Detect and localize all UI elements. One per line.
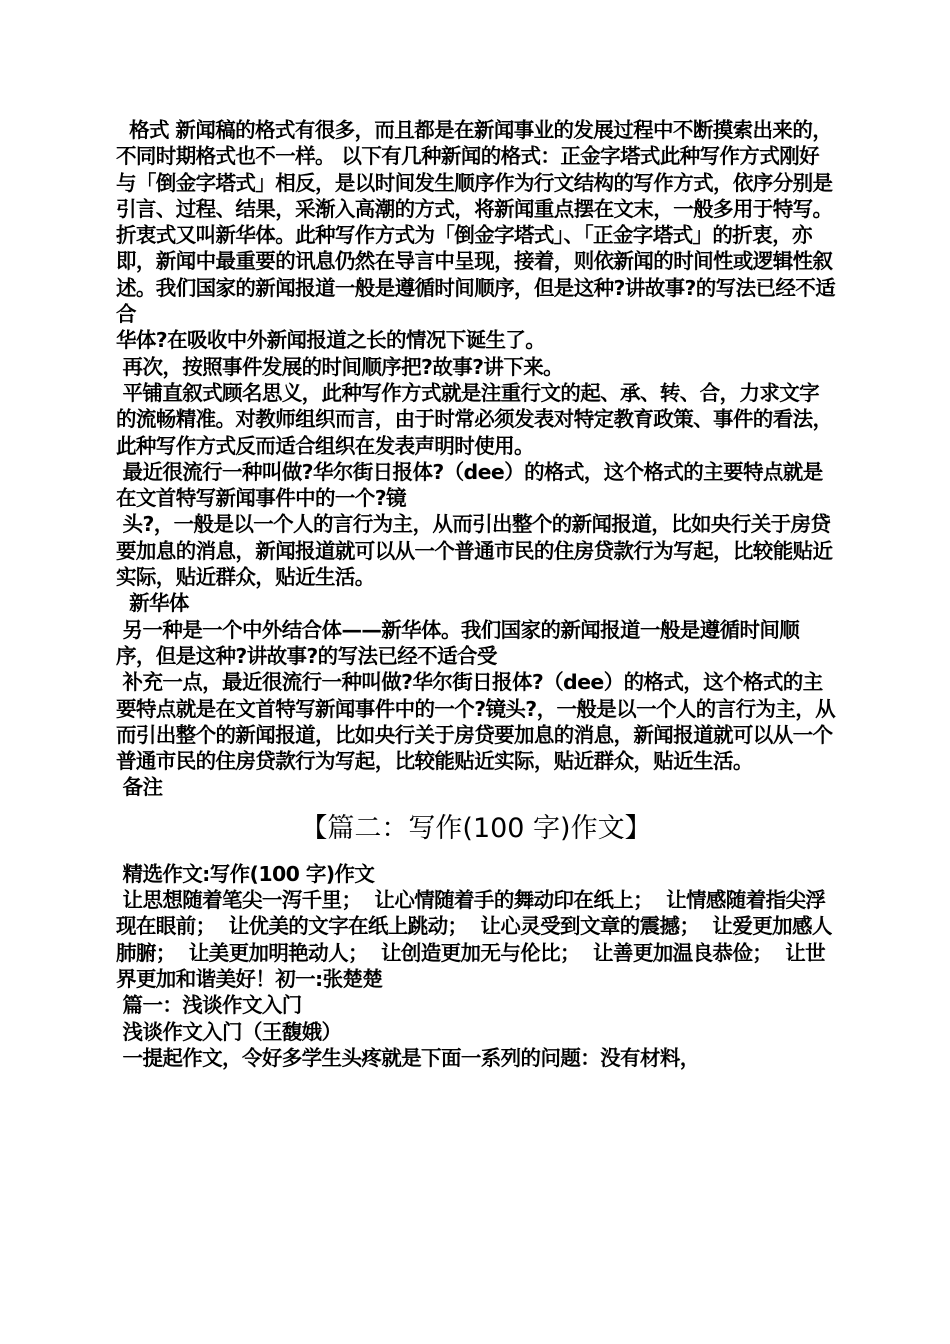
paragraph: 华体?在吸收中外新闻报道之长的情况下诞生了。: [116, 328, 546, 353]
essay-title: 精选作文:写作(100 字)作文: [116, 861, 375, 886]
paragraph: 一提起作文，令好多学生头疼就是下面一系列的问题：没有材料，: [116, 1045, 700, 1070]
paragraph: 最近很流行一种叫做?华尔街日报体?（dee）的格式，这个格式的主要特点就是在文首特写新闻事件中的一个?镜: [116, 459, 823, 511]
article-title: 篇一：浅谈作文入门: [116, 993, 302, 1018]
section-heading: 【篇二：写作(100 字)作文】: [300, 812, 652, 844]
paragraph: 格式 新闻稿的格式有很多，而且都是在新闻事业的发展过程中不断摸索出来的，不同时期格式也不一样。 以下有几种新闻的格式：正金字塔式此种写作方式刚好与「倒金字塔式」相反，是以时间发生顺序作为行文结构的写作方式，依序分别是引言、过程、结果，采渐入高潮的方式，将新闻重点摆在文末，一般多用于特写。 折衷式又叫新华体。此种写作方式为「倒金字塔式」、「正金字塔式」的折衷，亦即，新闻中最重要的讯息仍然在导言中呈现，接着，则依新闻的时间性或逻辑性叙述。我们国家的新闻报道一般是遵循时间顺序，但是这种?讲故事?的写法已经不适合: [116, 118, 846, 327]
document-body: [116, 117, 846, 1071]
subheading: 新华体: [116, 591, 189, 616]
paragraph: 另一种是一个中外结合体——新华体。我们国家的新闻报道一般是遵循时间顺序，但是这种?讲故事?的写法已经不适合受: [116, 617, 800, 668]
note-label: 备注: [116, 775, 163, 800]
paragraph: 补充一点，最近很流行一种叫做?华尔街日报体?（dee）的格式，这个格式的主要特点就是在文首特写新闻事件中的一个?镜头?，一般是以一个人的言行为主，从而引出整个的新闻报道，比如央行关于房贷要加息的消息，新闻报道就可以从一个普通市民的住房贷款行为写起，比较能贴近实际，贴近群众，贴近生活。: [116, 670, 836, 774]
paragraph: 让思想随着笔尖一泻千里； 让心情随着手的舞动印在纸上； 让情感随着指尖浮现在眼前； 让优美的文字在纸上跳动； 让心灵受到文章的震撼； 让爱更加感人肺腑； 让美更加明艳动人； 让创造更加无与伦比； 让善更加温良恭俭； 让世界更加和谐美好！初一:张楚楚: [116, 888, 832, 991]
paragraph: 平铺直叙式顾名思义，此种写作方式就是注重行文的起、承、转、合，力求文字的流畅精准。对教师组织而言，由于时常必须发表对特定教育政策、事件的看法，此种写作方式反而适合组织在发表声明时使用。: [116, 380, 833, 458]
article-subtitle: 浅谈作文入门（王馥娥）: [116, 1019, 342, 1044]
paragraph: 头?，一般是以一个人的言行为主，从而引出整个的新闻报道，比如央行关于房贷要加息的消息，新闻报道就可以从一个普通市民的住房贷款行为写起，比较能贴近实际，贴近群众，贴近生活。: [116, 512, 833, 590]
paragraph: 再次，按照事件发展的时间顺序把?故事?讲下来。: [116, 354, 564, 379]
